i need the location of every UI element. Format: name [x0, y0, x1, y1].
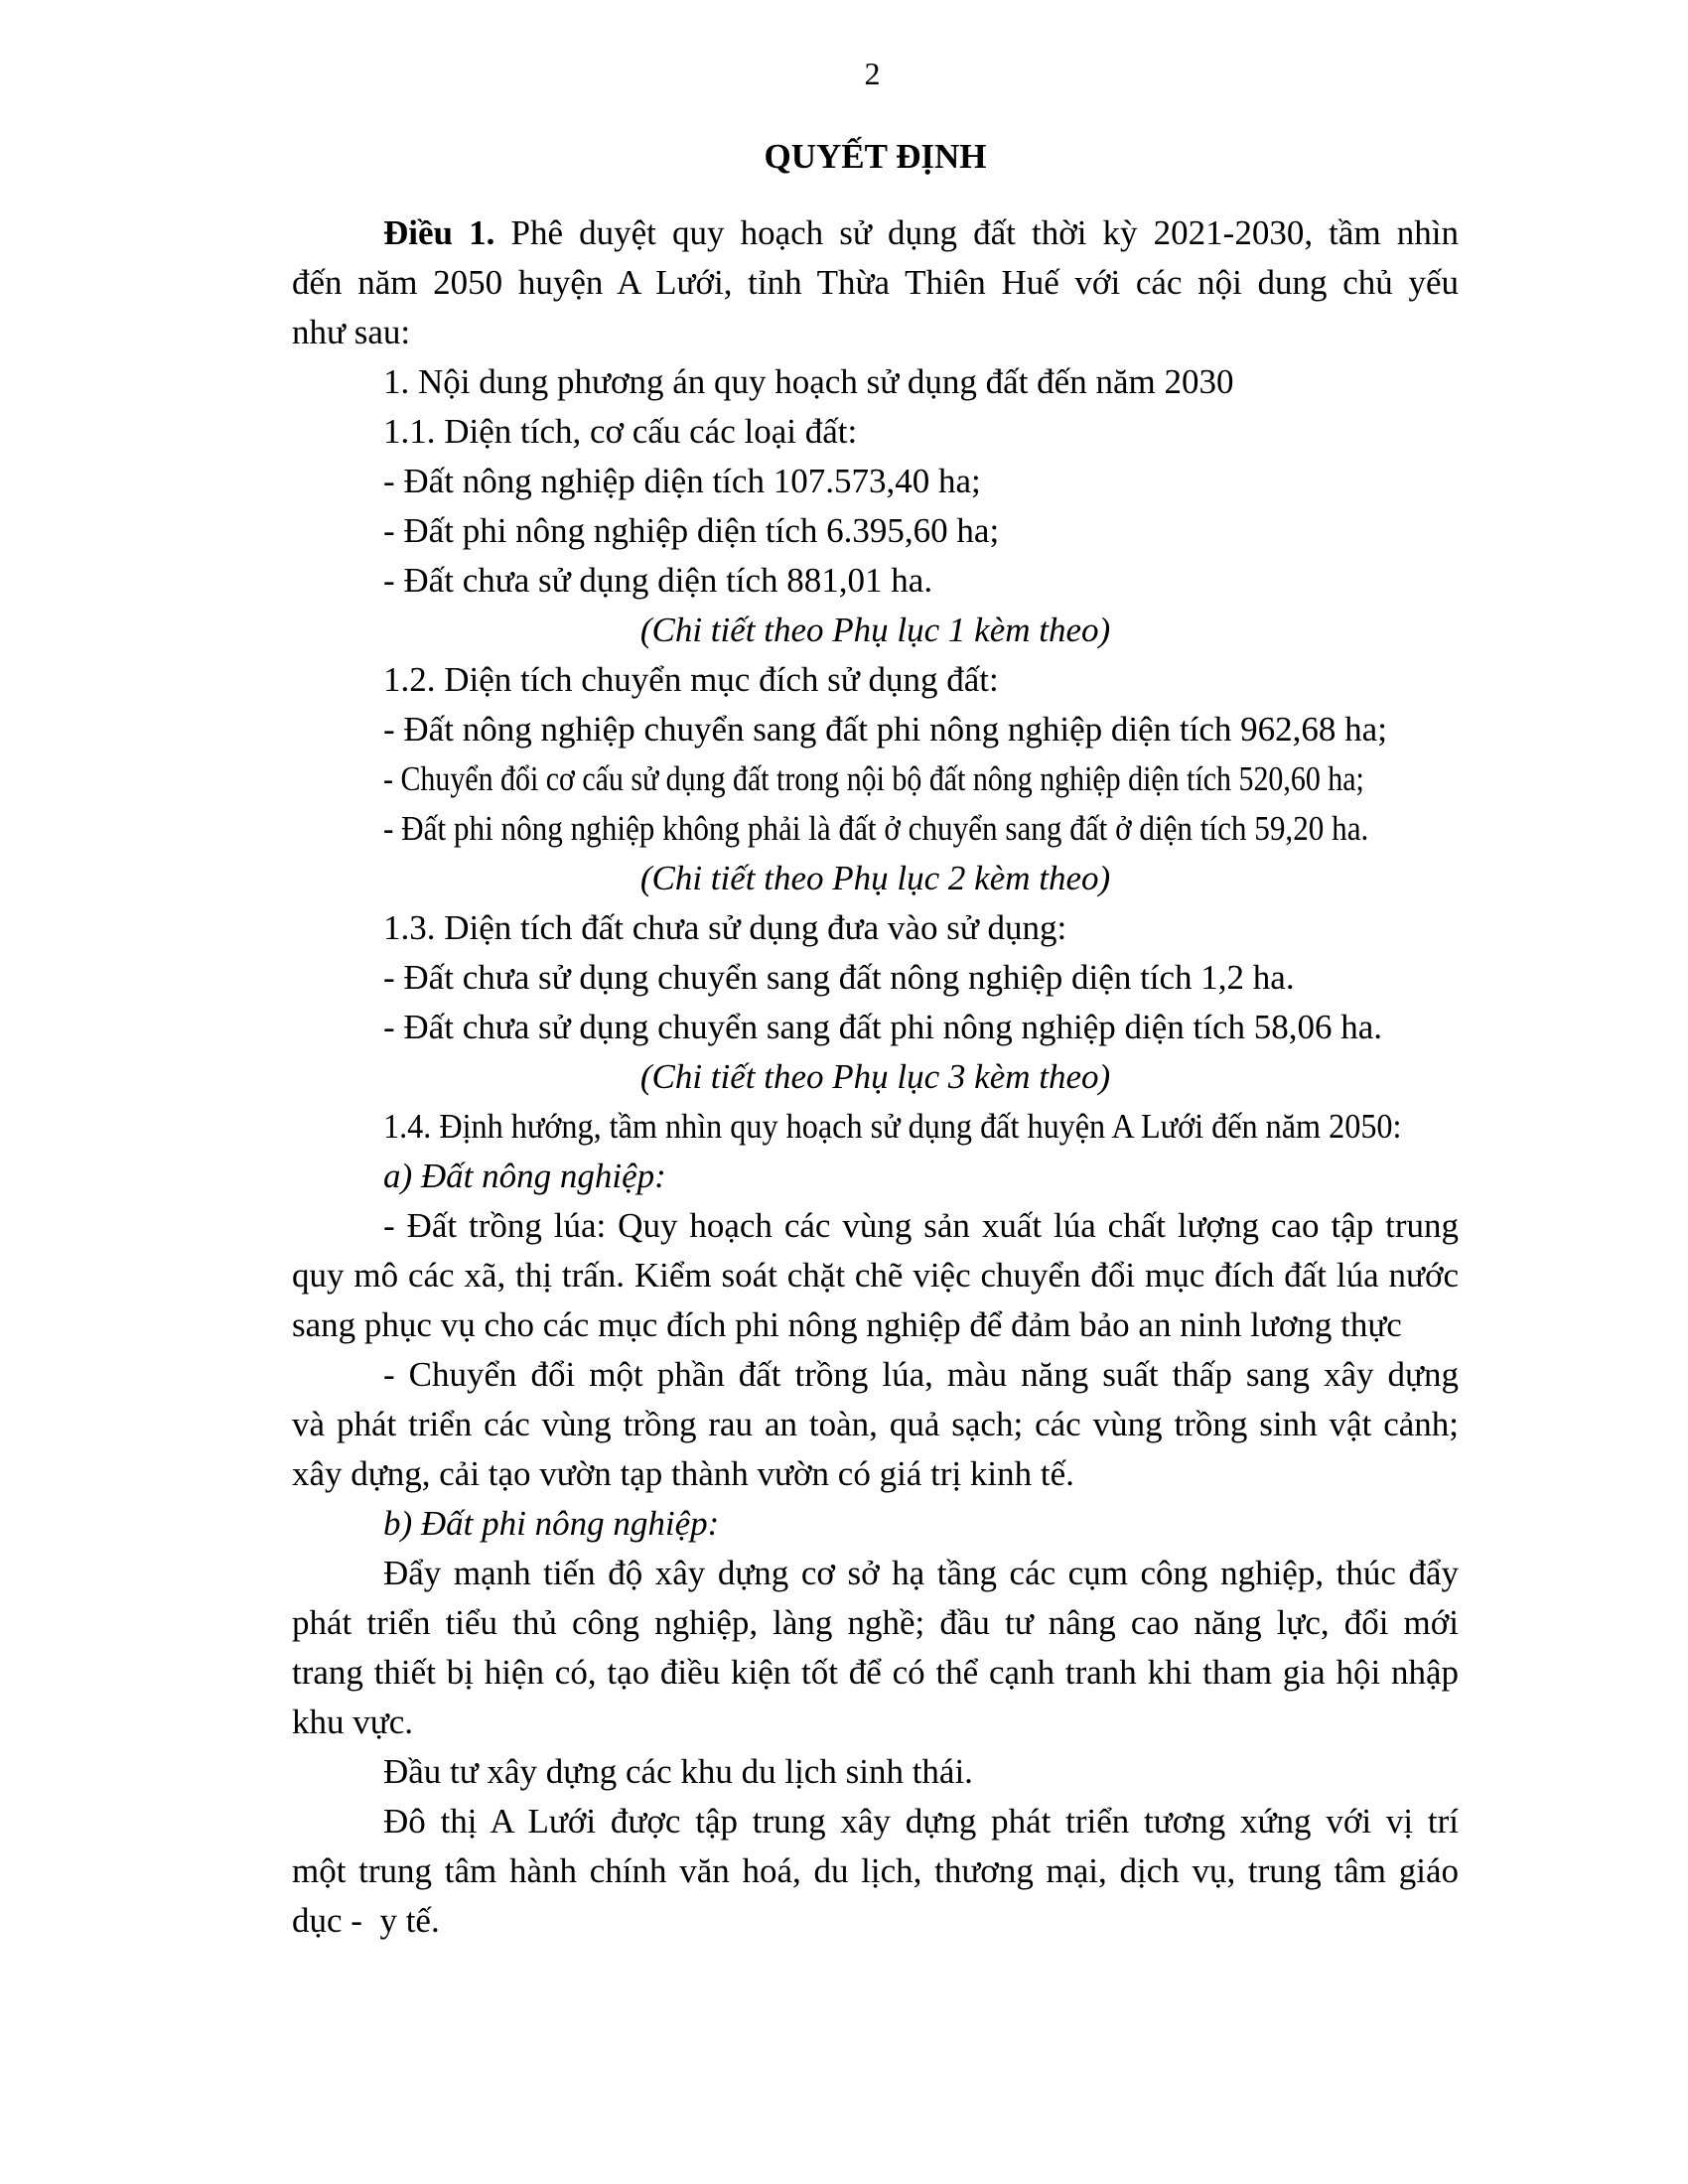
s14-b-p3-line: dục - y tế.	[292, 1901, 440, 1940]
s14-a-p1-line: sang phục vụ cho các mục đích phi nông nghiệp để đảm bảo an ninh lương thực	[292, 1305, 1402, 1344]
s12-item	[383, 804, 1459, 854]
s13-heading: 1.3. Diện tích đất chưa sử dụng đưa vào sử dụng:	[383, 908, 1067, 947]
s14-a-p1-line: - Đất trồng lúa: Quy hoạch các vùng sản xuất lúa chất lượng cao tập trung	[383, 1206, 1459, 1245]
s14-a-p1-line: quy mô các xã, thị trấn. Kiểm soát chặt chẽ việc chuyển đổi mục đích đất lúa nước	[292, 1256, 1459, 1295]
s13-item: - Đất chưa sử dụng chuyển sang đất phi nông nghiệp diện tích 58,06 ha.	[383, 1008, 1383, 1046]
s13-item: - Đất chưa sử dụng chuyển sang đất nông nghiệp diện tích 1,2 ha.	[383, 958, 1295, 997]
s12-item-text: - Chuyển đổi cơ cấu sử dụng đất trong nội bộ đất nông nghiệp diện tích 520,60 ha;	[383, 759, 1364, 798]
s14-b-p3-line: một trung tâm hành chính văn hoá, du lịch, thương mại, dịch vụ, trung tâm giáo	[292, 1851, 1459, 1890]
s14-b-p1-line: phát triển tiểu thủ công nghiệp, làng nghề; đầu tư nâng cao năng lực, đổi mới	[292, 1603, 1459, 1642]
article1-label: Điều 1.	[383, 213, 495, 252]
s14-b-p2: Đầu tư xây dựng các khu du lịch sinh thái.	[383, 1752, 973, 1791]
s11-item: - Đất nông nghiệp diện tích 107.573,40 ha;	[383, 462, 981, 500]
s11-heading: 1.1. Diện tích, cơ cấu các loại đất:	[383, 412, 858, 451]
s11-item: - Đất chưa sử dụng diện tích 881,01 ha.	[383, 561, 933, 600]
s12-item: - Đất nông nghiệp chuyển sang đất phi nông nghiệp diện tích 962,68 ha;	[383, 710, 1387, 749]
s14-a-p2-line: - Chuyển đổi một phần đất trồng lúa, màu năng suất thấp sang xây dựng	[383, 1355, 1459, 1394]
article1-line2: đến năm 2050 huyện A Lưới, tỉnh Thừa Thiên Huế với các nội dung chủ yếu	[292, 263, 1459, 302]
decision-title: QUYẾT ĐỊNH	[764, 137, 987, 176]
s12-item	[383, 754, 1459, 804]
page-number: 2	[864, 56, 881, 91]
s14-b-p1-line: trang thiết bị hiện có, tạo điều kiện tốt để có thể cạnh tranh khi tham gia hội nhập	[292, 1653, 1459, 1692]
s14-b-p1-line: Đẩy mạnh tiến độ xây dựng cơ sở hạ tầng các cụm công nghiệp, thúc đẩy	[383, 1554, 1459, 1592]
s13-note: (Chi tiết theo Phụ lục 3 kèm theo)	[639, 1057, 1111, 1096]
article1-line1	[383, 208, 1459, 258]
s14-a-p2-line: xây dựng, cải tạo vườn tạp thành vườn có giá trị kinh tế.	[292, 1454, 1074, 1493]
s11-note: (Chi tiết theo Phụ lục 1 kèm theo)	[639, 611, 1111, 649]
s12-heading: 1.2. Diện tích chuyển mục đích sử dụng đất:	[383, 660, 999, 699]
s12-note: (Chi tiết theo Phụ lục 2 kèm theo)	[639, 859, 1111, 897]
section1-heading: 1. Nội dung phương án quy hoạch sử dụng đất đến năm 2030	[383, 362, 1234, 401]
s14-a-p2-line: và phát triển các vùng trồng rau an toàn, quả sạch; các vùng trồng sinh vật cảnh;	[292, 1405, 1459, 1443]
s14-b-p3-line: Đô thị A Lưới được tập trung xây dựng phát triển tương xứng với vị trí	[383, 1802, 1459, 1841]
s14-b-p1-line: khu vực.	[292, 1703, 414, 1741]
article1-text: Phê duyệt quy hoạch sử dụng đất thời kỳ 2021-2030, tầm nhìn	[494, 213, 1460, 252]
s12-item-text: - Đất phi nông nghiệp không phải là đất ở chuyển sang đất ở diện tích 59,20 ha.	[383, 809, 1369, 848]
s14-a-heading: a) Đất nông nghiệp:	[383, 1157, 666, 1195]
s11-item: - Đất phi nông nghiệp diện tích 6.395,60 ha;	[383, 511, 1000, 550]
s14-heading-text: 1.4. Định hướng, tầm nhìn quy hoạch sử dụng đất huyện A Lưới đến năm 2050:	[383, 1107, 1402, 1146]
s14-b-heading: b) Đất phi nông nghiệp:	[383, 1504, 720, 1543]
article1-line3: như sau:	[292, 313, 411, 351]
s14-heading	[383, 1102, 1459, 1152]
